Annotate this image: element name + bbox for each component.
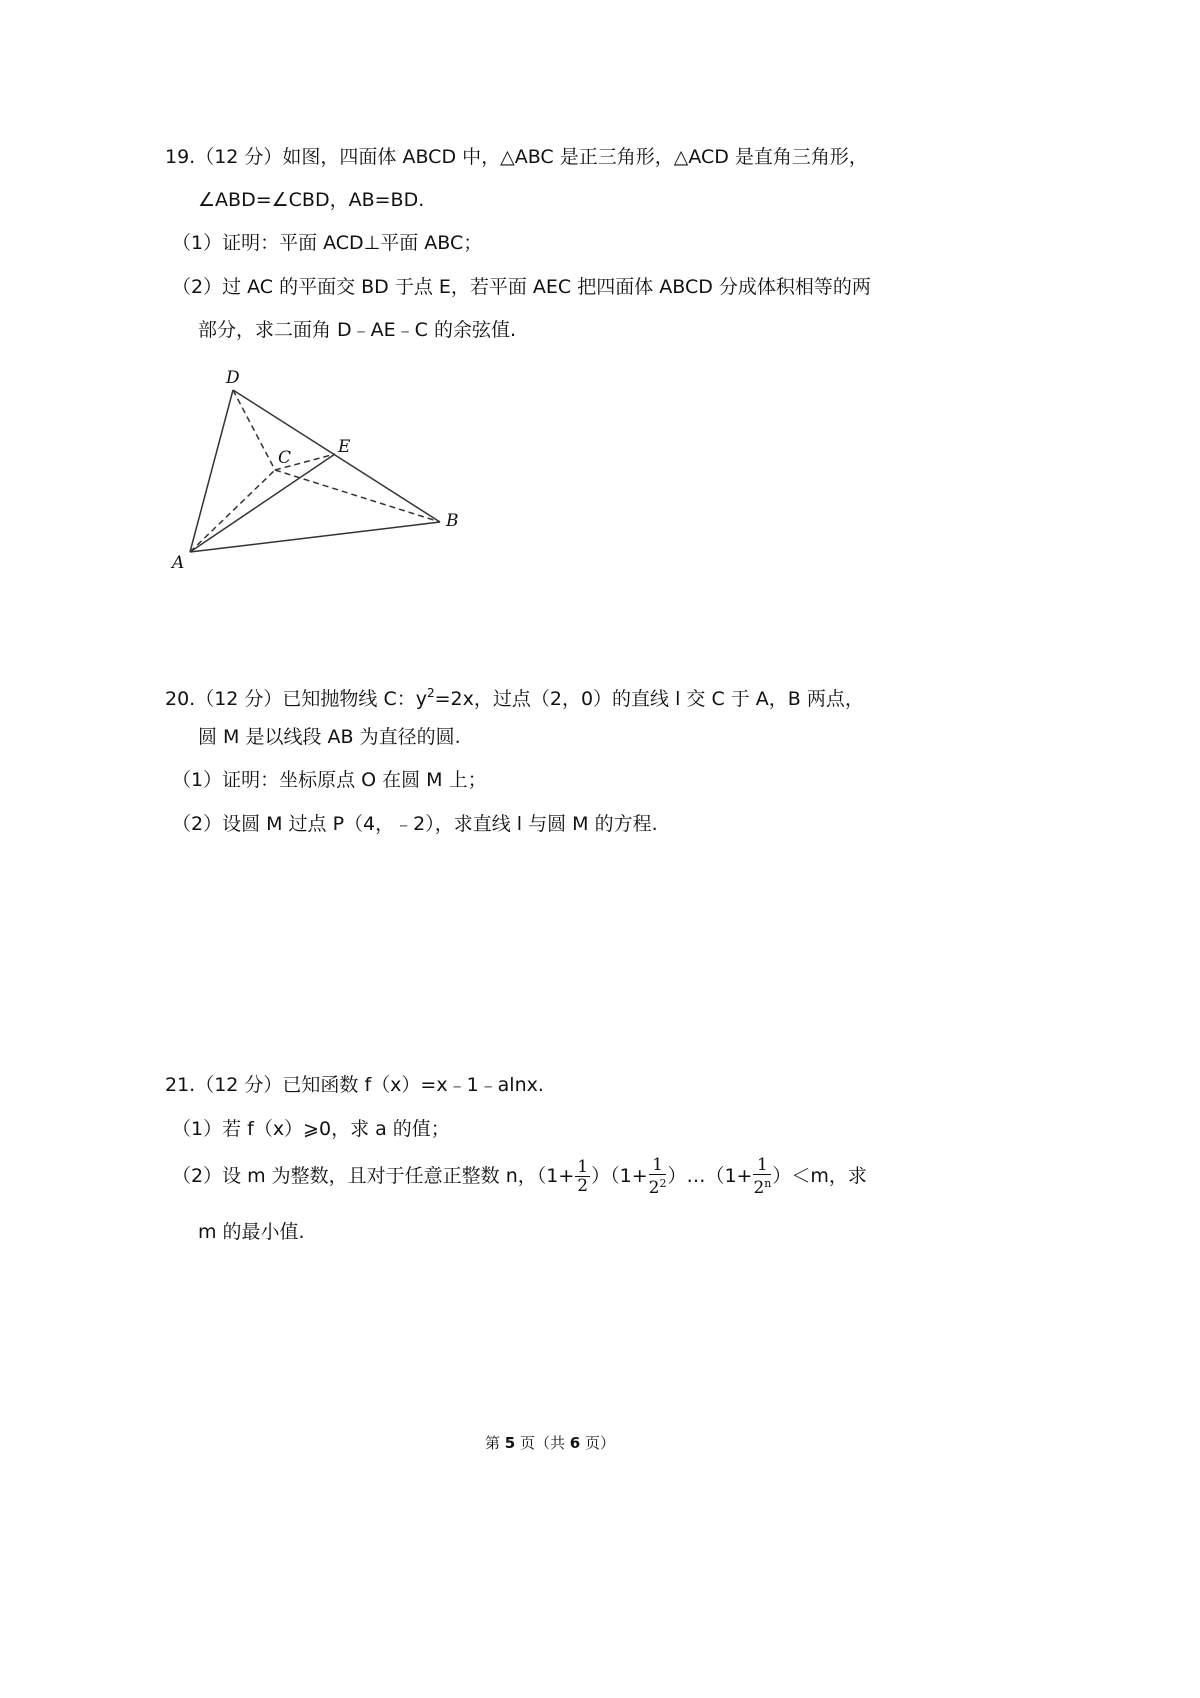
q19-part1: （1）证明：平面 ACD⊥平面 ABC； bbox=[172, 232, 483, 254]
q19-part2-cont: 部分，求二面角 D﹣AE﹣C 的余弦值. bbox=[198, 319, 517, 341]
total-pages: 6 bbox=[569, 1434, 581, 1452]
footer-text: 第 bbox=[485, 1434, 505, 1452]
numerator: 1 bbox=[649, 1156, 667, 1175]
label-D: D bbox=[226, 368, 240, 388]
q21-part2 bbox=[172, 1156, 867, 1197]
base: 2 bbox=[648, 1178, 660, 1198]
q20-part1: （1）证明：坐标原点 O 在圆 M 上； bbox=[172, 769, 487, 791]
q21-part2-cont: m 的最小值. bbox=[198, 1221, 305, 1243]
q20-part2: （2）设圆 M 过点 P（4，﹣2），求直线 l 与圆 M 的方程. bbox=[172, 813, 658, 835]
page-number: 5 bbox=[504, 1434, 516, 1452]
q19-stem-cont: ∠ABD=∠CBD，AB=BD. bbox=[198, 189, 425, 211]
q20-stem-cont: 圆 M 是以线段 AB 为直径的圆. bbox=[198, 726, 461, 748]
edge-AC bbox=[190, 470, 275, 552]
denominator bbox=[649, 1175, 667, 1197]
denominator bbox=[753, 1175, 771, 1197]
label-B: B bbox=[446, 511, 459, 531]
denominator: 2 bbox=[577, 1176, 589, 1196]
tetrahedron-diagram bbox=[160, 360, 480, 580]
q21-part2-text: （2）设 m 为整数，且对于任意正整数 n， bbox=[172, 1165, 537, 1187]
q20-stem-a: 20.（12 分）已知抛物线 C：y bbox=[165, 688, 427, 710]
q20-stem bbox=[165, 681, 864, 711]
product-text: ）（1+ bbox=[591, 1165, 648, 1187]
edge-DC bbox=[233, 390, 275, 470]
q19-part2: （2）过 AC 的平面交 BD 于点 E，若平面 AEC 把四面体 ABCD 分成体积相等的两 bbox=[172, 276, 871, 298]
numerator: 1 bbox=[753, 1156, 771, 1175]
exponent: n bbox=[764, 1177, 772, 1190]
base: 2 bbox=[753, 1178, 765, 1198]
fraction-nth bbox=[753, 1156, 771, 1197]
fraction-half bbox=[575, 1158, 590, 1195]
footer-text: 页（共 bbox=[515, 1434, 570, 1452]
exponent: 2 bbox=[426, 686, 435, 700]
q20-stem-b: =2x，过点（2，0）的直线 l 交 C 于 A，B 两点， bbox=[434, 688, 864, 710]
fraction-quarter bbox=[649, 1156, 667, 1197]
q19-stem: 19.（12 分）如图，四面体 ABCD 中，△ABC 是正三角形，△ACD 是直角三角形， bbox=[165, 146, 868, 168]
edge-CB bbox=[275, 470, 440, 522]
product-text: （1+ bbox=[536, 1165, 575, 1187]
label-C: C bbox=[278, 448, 292, 468]
footer-text: 页） bbox=[580, 1434, 615, 1452]
q21-part1: （1）若 f（x）⩾0，求 a 的值； bbox=[172, 1118, 450, 1140]
label-A: A bbox=[172, 553, 185, 573]
exponent: 2 bbox=[659, 1177, 667, 1190]
numerator: 1 bbox=[577, 1157, 589, 1177]
product-text: ）…（1+ bbox=[667, 1165, 753, 1187]
product-text: ）＜m，求 bbox=[772, 1165, 867, 1187]
q21-stem: 21.（12 分）已知函数 f（x）=x﹣1﹣alnx. bbox=[165, 1074, 544, 1096]
page-footer bbox=[0, 1432, 1100, 1453]
label-E: E bbox=[338, 437, 351, 457]
